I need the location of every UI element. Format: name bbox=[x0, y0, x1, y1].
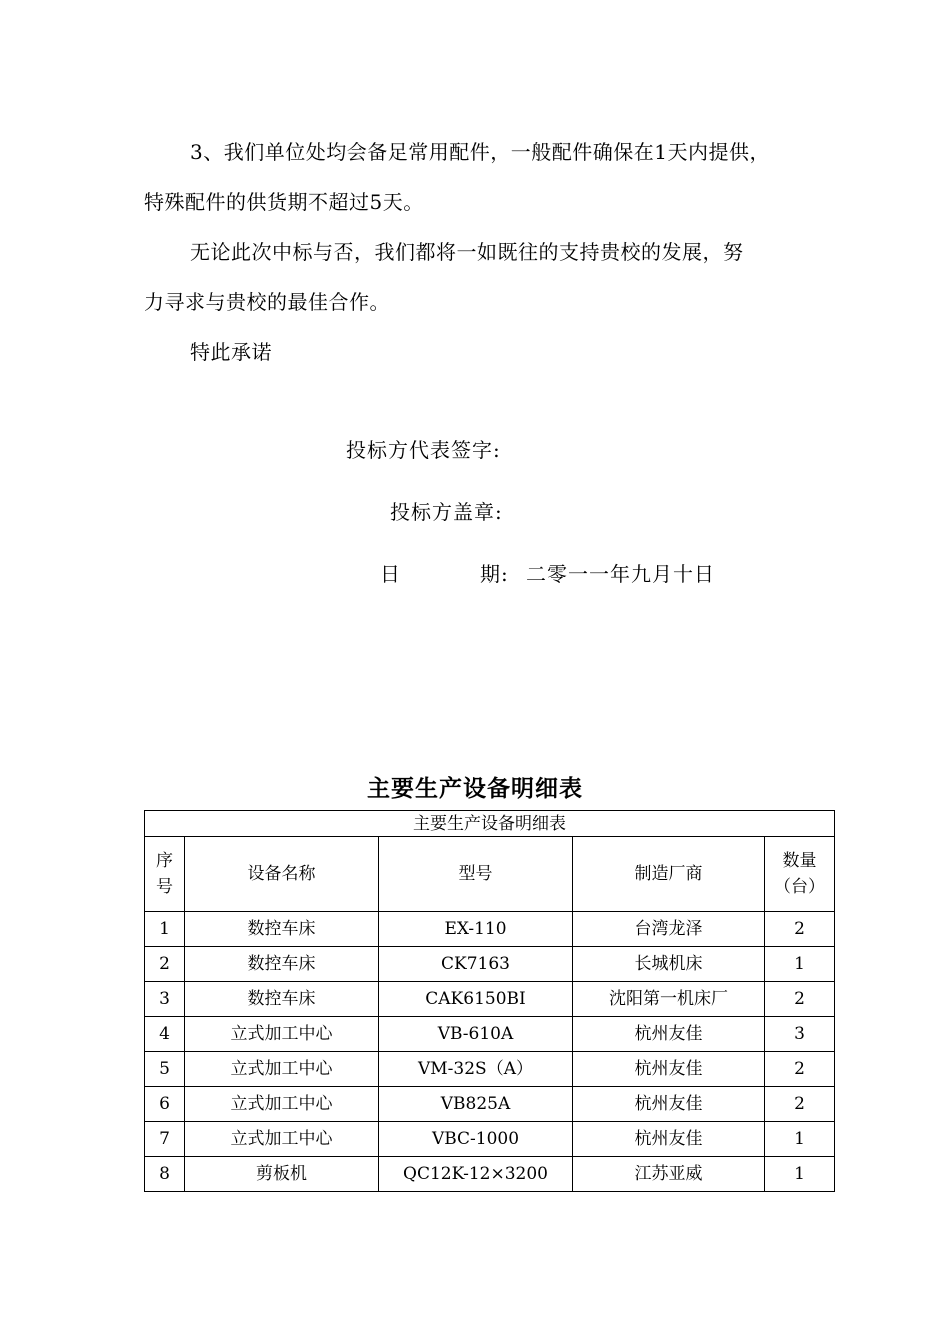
cell-no: 4 bbox=[145, 1017, 185, 1052]
cell-qty: 3 bbox=[765, 1017, 835, 1052]
cell-maker: 沈阳第一机床厂 bbox=[573, 982, 765, 1017]
equipment-table bbox=[144, 810, 835, 1192]
cell-name: 立式加工中心 bbox=[185, 1087, 379, 1122]
table-row bbox=[145, 1017, 835, 1052]
cell-qty: 1 bbox=[765, 947, 835, 982]
representative-signature-label: 投标方代表签字: bbox=[346, 438, 501, 462]
paragraph-2-line-2: 力寻求与贵校的最佳合作。 bbox=[144, 290, 390, 314]
cell-no: 8 bbox=[145, 1157, 185, 1192]
cell-no: 1 bbox=[145, 912, 185, 947]
table-row bbox=[145, 1122, 835, 1157]
cell-qty: 2 bbox=[765, 1052, 835, 1087]
cell-model: VB-610A bbox=[379, 1017, 573, 1052]
cell-qty: 1 bbox=[765, 1122, 835, 1157]
header-maker: 制造厂商 bbox=[573, 837, 765, 912]
cell-name: 数控车床 bbox=[185, 982, 379, 1017]
header-no-text: 序号 bbox=[155, 851, 173, 897]
paragraph-3: 特此承诺 bbox=[190, 340, 272, 364]
cell-maker: 江苏亚威 bbox=[573, 1157, 765, 1192]
cell-no: 5 bbox=[145, 1052, 185, 1087]
header-name: 设备名称 bbox=[185, 837, 379, 912]
cell-name: 立式加工中心 bbox=[185, 1017, 379, 1052]
cell-qty: 2 bbox=[765, 1087, 835, 1122]
table-header-row bbox=[145, 837, 835, 912]
table-row bbox=[145, 912, 835, 947]
cell-model: CAK6150BI bbox=[379, 982, 573, 1017]
cell-model: VBC-1000 bbox=[379, 1122, 573, 1157]
cell-name: 剪板机 bbox=[185, 1157, 379, 1192]
table-row bbox=[145, 1087, 835, 1122]
date-label-char-1: 日 bbox=[380, 562, 401, 586]
cell-model: CK7163 bbox=[379, 947, 573, 982]
header-model: 型号 bbox=[379, 837, 573, 912]
cell-name: 立式加工中心 bbox=[185, 1122, 379, 1157]
company-seal-label: 投标方盖章: bbox=[390, 500, 503, 524]
date-label-char-2: 期: bbox=[480, 562, 509, 586]
header-qty-text: 数量（台） bbox=[774, 851, 825, 897]
cell-model: VB825A bbox=[379, 1087, 573, 1122]
cell-model: QC12K-12×3200 bbox=[379, 1157, 573, 1192]
cell-no: 7 bbox=[145, 1122, 185, 1157]
cell-maker: 长城机床 bbox=[573, 947, 765, 982]
table-row bbox=[145, 947, 835, 982]
table-row bbox=[145, 1157, 835, 1192]
cell-maker: 杭州友佳 bbox=[573, 1017, 765, 1052]
cell-no: 3 bbox=[145, 982, 185, 1017]
cell-no: 2 bbox=[145, 947, 185, 982]
cell-name: 数控车床 bbox=[185, 912, 379, 947]
cell-qty: 1 bbox=[765, 1157, 835, 1192]
cell-maker: 台湾龙泽 bbox=[573, 912, 765, 947]
cell-no: 6 bbox=[145, 1087, 185, 1122]
cell-maker: 杭州友佳 bbox=[573, 1087, 765, 1122]
header-no bbox=[145, 837, 185, 912]
header-qty bbox=[765, 837, 835, 912]
paragraph-1-line-2: 特殊配件的供货期不超过5天。 bbox=[144, 190, 424, 214]
paragraph-2-line-1: 无论此次中标与否，我们都将一如既往的支持贵校的发展，努 bbox=[190, 240, 744, 264]
cell-qty: 2 bbox=[765, 982, 835, 1017]
cell-model: EX-110 bbox=[379, 912, 573, 947]
table-row bbox=[145, 982, 835, 1017]
cell-qty: 2 bbox=[765, 912, 835, 947]
cell-name: 立式加工中心 bbox=[185, 1052, 379, 1087]
paragraph-1-line-1: 3、我们单位处均会备足常用配件，一般配件确保在1天内提供， bbox=[190, 140, 770, 164]
table-row bbox=[145, 1052, 835, 1087]
cell-name: 数控车床 bbox=[185, 947, 379, 982]
table-caption-row bbox=[145, 811, 835, 837]
table-caption: 主要生产设备明细表 bbox=[145, 811, 835, 837]
table-title: 主要生产设备明细表 bbox=[367, 776, 583, 802]
cell-model: VM-32S（A） bbox=[379, 1052, 573, 1087]
cell-maker: 杭州友佳 bbox=[573, 1122, 765, 1157]
date-value: 二零一一年九月十日 bbox=[526, 562, 715, 586]
cell-maker: 杭州友佳 bbox=[573, 1052, 765, 1087]
